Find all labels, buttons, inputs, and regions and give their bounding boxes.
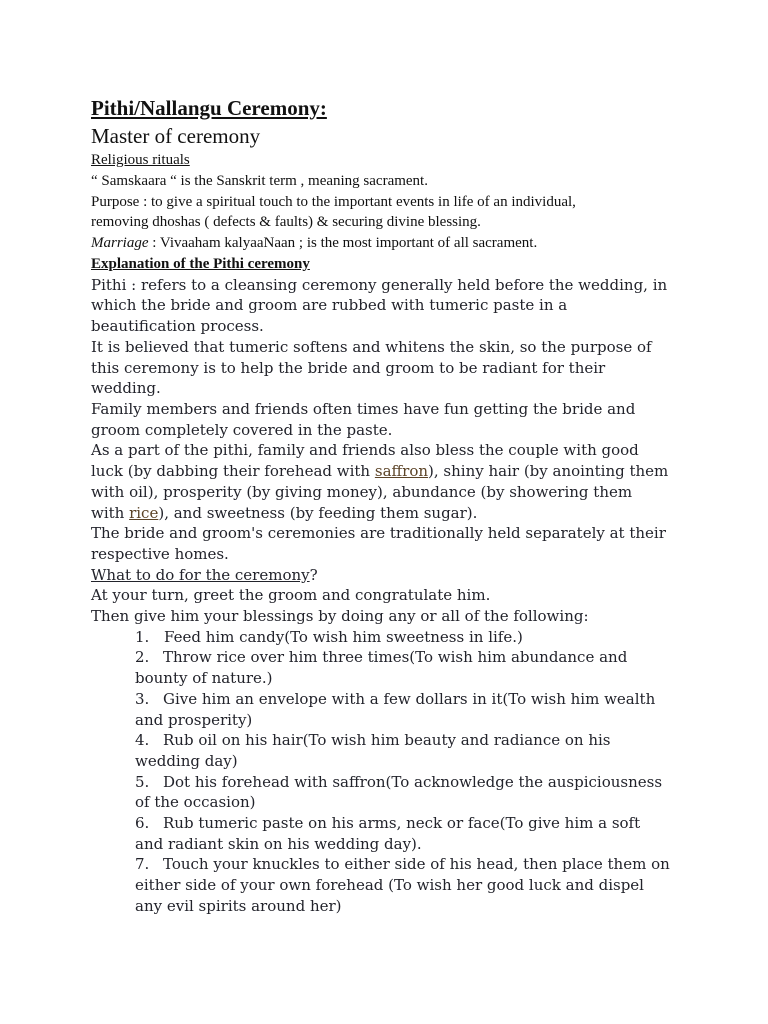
turn-line: At your turn, greet the groom and congratulate him. [91,586,491,605]
step-continuation-line: bounty of nature.) [135,669,273,688]
rice-link[interactable]: rice [129,503,159,522]
step-number: 3. [135,689,150,708]
para2-line-1: It is believed that tumeric softens and whitens the skin, so the purpose of [91,337,652,356]
step-text: Dot his forehead with saffron(To acknowledge the auspiciousness [163,772,663,791]
step-text: Rub oil on his hair(To wish him beauty and radiance on his [163,731,611,750]
purpose-line-1: Purpose : to give a spiritual touch to the important events in life of an individual, [91,193,576,210]
step-text: Touch your knuckles to either side of his head, then place them on [163,855,670,874]
samskaara-line: “ Samskaara “ is the Sanskrit term , meaning sacrament. [91,172,428,189]
para4-line-2-pre: luck (by dabbing their forehead with [91,462,375,481]
para3-line-1: Family members and friends often times have fun getting the bride and [91,400,636,418]
step-first-line [135,813,691,834]
body-text [91,275,691,917]
para4-line-3: with oil), prosperity (by giving money), abundance (by showering them [91,482,633,501]
para4-line-4-pre: with [91,503,130,522]
list-item [91,647,691,688]
step-continuation-line: and radiant skin on his wedding day). [135,834,422,853]
step-number: 2. [135,648,150,667]
step-number: 7. [135,855,150,874]
para5-line-2: respective homes. [91,544,229,563]
para1-line-2: which the bride and groom are rubbed with tumeric paste in a [91,296,568,315]
list-item [91,730,691,771]
para4-line-1: As a part of the pithi, family and friends also bless the couple with good [91,441,639,460]
step-first-line [135,689,691,710]
what-to-do-suffix: ? [309,565,318,584]
list-item [91,854,691,916]
para5-line-1: The bride and groom's ceremonies are traditionally held separately at their [91,524,666,543]
step-text: Throw rice over him three times(To wish him abundance and [163,648,628,667]
step-first-line [135,854,691,875]
what-to-do-line [91,565,691,586]
step-number: 5. [135,772,150,791]
para4-line-4 [91,503,691,524]
page-subtitle: Master of ceremony [91,124,261,148]
para2-line-3: wedding. [91,379,161,398]
marriage-label: Marriage [91,235,149,252]
step-continuation-line: and prosperity) [135,710,253,729]
list-item [91,689,691,730]
step-text: Give him an envelope with a few dollars in it(To wish him wealth [163,689,656,708]
step-first-line [135,647,691,668]
para3-line-2: groom completely covered in the paste. [91,420,393,439]
document-page [91,94,691,917]
step-text: Feed him candy(To wish him sweetness in life.) [164,627,523,646]
what-to-do-heading: What to do for the ceremony [91,565,310,584]
para1-line-3: beautification process. [91,317,264,336]
purpose-line-2: removing dhoshas ( defects & faults) & securing divine blessing. [91,214,481,231]
step-number: 6. [135,814,150,833]
step-first-line [135,730,691,751]
list-item [91,627,691,648]
para4-line-2 [91,461,691,482]
blessings-line: Then give him your blessings by doing any or all of the following: [91,607,589,626]
step-number: 1. [135,627,150,646]
religious-rituals-heading: Religious rituals [91,152,190,168]
saffron-link[interactable]: saffron [374,462,429,481]
marriage-line [91,233,691,254]
step-first-line [135,627,691,648]
list-item [91,772,691,813]
step-continuation-line: either side of your own forehead (To wish her good luck and dispel [135,876,644,895]
page-title: Pithi/Nallangu Ceremony: [91,96,327,120]
step-continuation-line: of the occasion) [135,793,256,812]
step-first-line [135,772,691,793]
list-item [91,813,691,854]
step-number: 4. [135,731,150,750]
marriage-text: : Vivaaham kalyaaNaan ; is the most important of all sacrament. [148,235,538,252]
steps-list [91,627,691,917]
para1-line-1: Pithi : refers to a cleansing ceremony generally held before the wedding, in [91,275,668,294]
para4-line-4-post: ), and sweetness (by feeding them sugar). [158,503,478,522]
step-text: Rub tumeric paste on his arms, neck or face(To give him a soft [163,814,641,833]
step-continuation-line: wedding day) [135,751,238,770]
para4-line-2-post: ), shiny hair (by anointing them [428,462,669,481]
explanation-heading: Explanation of the Pithi ceremony [91,255,310,272]
para2-line-2: this ceremony is to help the bride and groom to be radiant for their [91,358,606,377]
step-continuation-line: any evil spirits around her) [135,896,342,915]
